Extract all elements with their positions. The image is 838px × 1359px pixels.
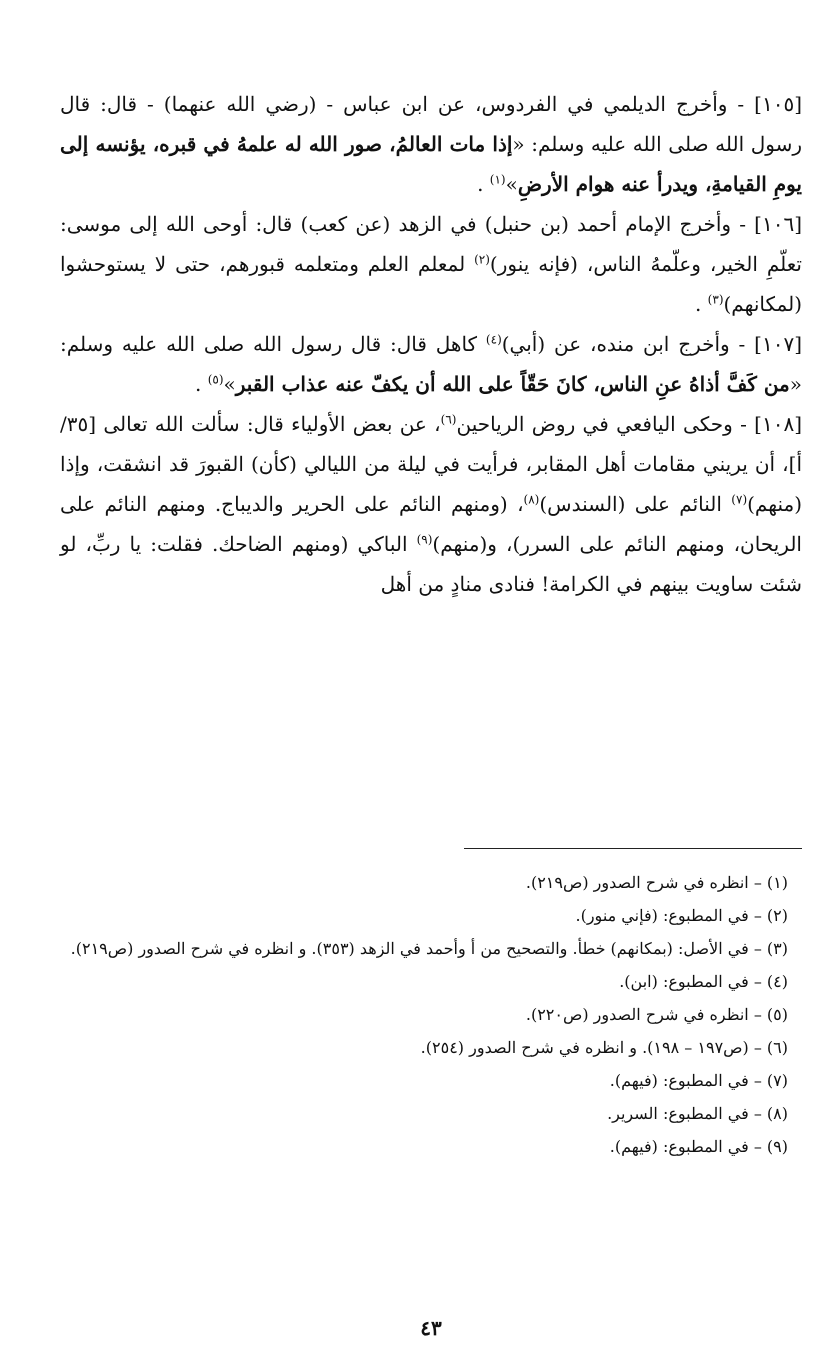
footnote-8: (٨) – في المطبوع: السرير. — [607, 1104, 788, 1123]
footnote-6: (٦) – (ص١٩٧ – ١٩٨). و انظره في شرح الصدور (٢٥٤). — [420, 1038, 788, 1057]
paragraph-107 — [60, 324, 802, 404]
footnote-ref[interactable]: (٣) — [707, 292, 724, 307]
paragraph-text: . — [694, 292, 708, 316]
paragraph-108 — [60, 404, 802, 604]
paragraph-text: . — [477, 172, 490, 196]
paragraph-text: [١٠٨] - وحكى اليافعي في روض الرياحين — [456, 412, 802, 436]
footnote-ref[interactable]: (٢) — [474, 252, 490, 267]
footnote-7: (٧) – في المطبوع: (فيهم). — [609, 1071, 788, 1090]
paragraph-text: [١٠٧] - وأخرج ابن منده، عن (أبي) — [501, 332, 803, 356]
paragraph-text: لمعلم العلم ومتعلمه قبورهم، حتى لا يستوحشوا (لمكانهم) — [60, 252, 802, 316]
footnote-1: (١) – انظره في شرح الصدور (ص٢١٩). — [525, 873, 788, 892]
paragraph-text: النائم على (السندس) — [539, 492, 732, 516]
footnote-divider — [464, 848, 802, 849]
paragraph-text: [١٠٦] - وأخرج الإمام أحمد (بن حنبل) في الزهد (عن كعب) قال: أوحى الله إلى موسى: تعلّمِ الخير، وعلّمهُ الناس، (فإنه ينور) — [60, 212, 802, 276]
footnote-2: (٢) – في المطبوع: (فإني منور). — [575, 906, 788, 925]
footnote-ref[interactable]: (٩) — [416, 532, 433, 547]
paragraph-text: كاهل قال: قال رسول الله صلى الله عليه وسلم: « — [60, 332, 802, 396]
paragraph-text: ، (ومنهم النائم على الحرير والديباج. ومنهم النائم على الريحان، ومنهم النائم على السرر)، و(منهم) — [60, 492, 802, 556]
hadith-text: من كَفَّ أذاهُ عنِ الناس، كانَ حَقّاً على الله أن يكفّ عنه عذاب القبر — [235, 372, 790, 396]
paragraph-106 — [60, 204, 802, 324]
footnote-ref[interactable]: (٧) — [731, 492, 748, 507]
paragraph-text: [١٠٥] - وأخرج الديلمي في الفردوس، عن ابن عباس - (رضي الله عنهما) - قال: قال رسول الله صلى الله عليه وسلم: « — [60, 92, 802, 156]
footnote-ref[interactable]: (٨) — [523, 492, 540, 507]
book-page — [60, 0, 802, 1359]
paragraph-105 — [60, 84, 802, 204]
footnote-ref[interactable]: (٤) — [485, 332, 502, 347]
footnote-5: (٥) – انظره في شرح الصدور (ص٢٢٠). — [525, 1005, 788, 1024]
paragraph-text: الباكي (ومنهم الضاحك. فقلت: يا ربِّ، لو شئت ساويت بينهم في الكرامة! فنادى منادٍ من أهل — [60, 532, 802, 596]
main-text — [60, 84, 802, 604]
footnote-ref[interactable]: (٦) — [440, 412, 457, 427]
paragraph-text: ، عن بعض الأولياء قال: سألت الله تعالى [٣٥/أ]، أن يريني مقامات أهل المقابر، فرأيت في ليلة من الليالي (كأن) القبورَ قد انشقت، وإذا (منهم) — [60, 412, 803, 516]
footnote-ref[interactable]: (١) — [489, 172, 506, 187]
paragraph-text: . — [194, 372, 208, 396]
footnote-9: (٩) – في المطبوع: (فيهم). — [609, 1137, 788, 1156]
footnote-3: (٣) – في الأصل: (بمكانهم) خطأ. والتصحيح من أ وأحمد في الزهد (٣٥٣). و انظره في شرح الصدور (ص٢١٩). — [70, 939, 788, 958]
quote-close: » — [223, 372, 236, 396]
quote-close: » — [505, 172, 518, 196]
hadith-text: إذا مات العالمُ، صور الله له علمهُ في قبره، يؤنسه إلى يومِ القيامةِ، ويدرأ عنه هوام الأرضِ — [60, 132, 802, 196]
page-number: ٤٣ — [420, 1316, 442, 1340]
footnote-4: (٤) – في المطبوع: (ابن). — [619, 972, 788, 991]
footnotes — [60, 866, 802, 1163]
footnote-ref[interactable]: (٥) — [207, 372, 224, 387]
